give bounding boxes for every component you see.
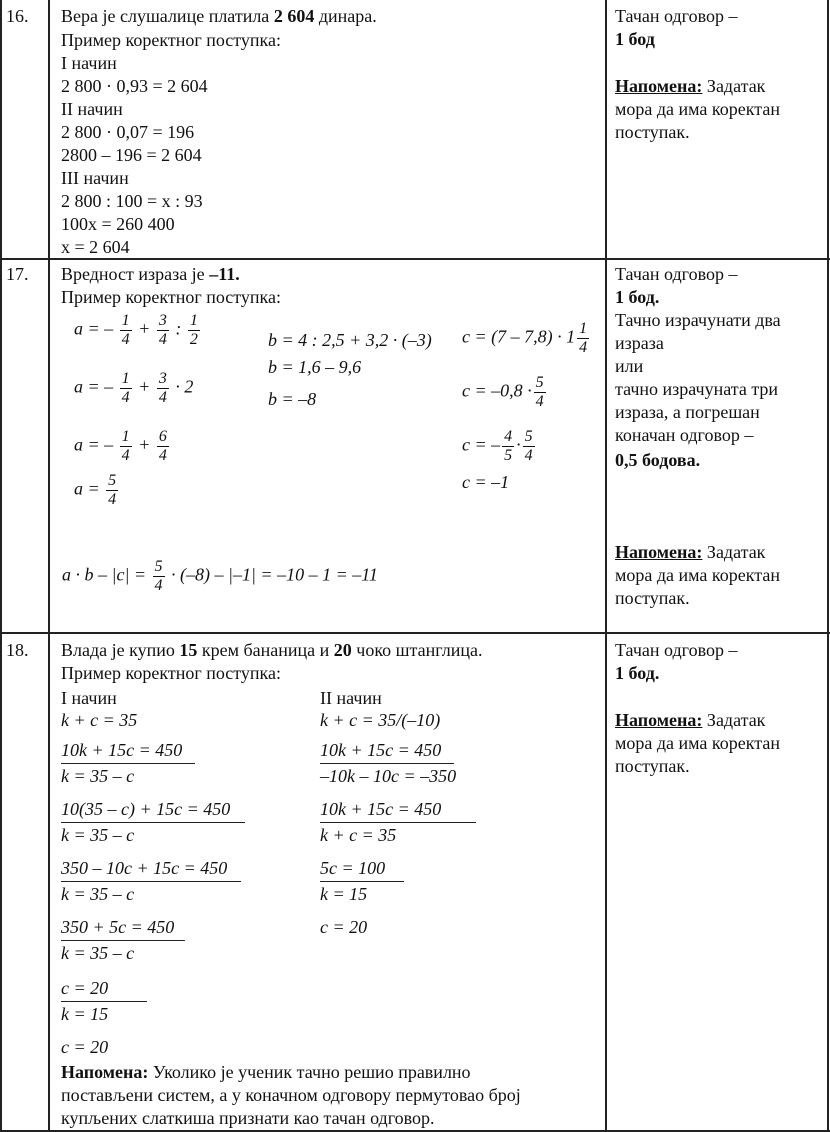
equation-line: k = 35 – c — [61, 884, 135, 904]
score-value: 1 бод. — [615, 663, 660, 683]
expression-a-result: a = $\frac{5}{4}$ — [74, 472, 117, 508]
system-bar — [61, 763, 195, 764]
expression-c-step2: c = –0,8 · $\frac{5}{4}$ — [462, 374, 544, 410]
partial-score-line: израза — [615, 333, 664, 353]
partial-score-line: коначан одговор – — [615, 425, 754, 445]
score-note: Напомена: Задатак — [615, 76, 766, 96]
equation-line: 5c = 100 — [320, 858, 386, 878]
partial-score-line: или — [615, 356, 644, 376]
task-number: 17. — [6, 264, 29, 284]
expression-a-step3: a = – $\frac{1}{4}$ + $\frac{6}{4}$ — [74, 428, 167, 464]
answer-line: Влада је купио 15 крем бананица и 20 чоко штанглица. — [61, 640, 483, 660]
calculation-line: 2800 – 196 = 2 604 — [61, 145, 202, 165]
system-bar — [320, 763, 454, 764]
answer-line: Вредност израза је –11. — [61, 264, 240, 284]
equation-line: 350 + 5c = 450 — [61, 917, 175, 937]
system-bar — [61, 822, 245, 823]
answer-line: Вера је слушалице платила 2 604 динара. — [61, 6, 377, 26]
method-label: II начин — [61, 99, 123, 119]
expression-a-step1: a = – $\frac{1}{4}$ + $\frac{3}{4}$ : $\frac{1}{2}$ — [74, 312, 198, 348]
method-label: I начин — [61, 53, 117, 73]
equation-line: –10k – 10c = –350 — [320, 766, 457, 786]
task-note-line: постављени систем, а у коначном одговору пермутовао број — [61, 1085, 521, 1105]
task-note-line: купљених слаткиша признати као тачан одговор. — [61, 1108, 435, 1128]
equation-line: k = 15 — [61, 1004, 109, 1024]
score-value: 1 бод — [615, 29, 655, 49]
equation-line: k + c = 35 — [61, 710, 138, 730]
score-note: Напомена: Задатак — [615, 542, 766, 562]
equation-line: k + c = 35/(–10) — [320, 710, 441, 730]
calculation-line: x = 2 604 — [61, 237, 130, 257]
score-note-line: поступак. — [615, 588, 690, 608]
example-label: Пример коректног поступка: — [61, 287, 282, 307]
table-row — [0, 258, 830, 634]
equation-line: c = 20 — [320, 917, 368, 937]
partial-score-line: израза, а погрешан — [615, 402, 760, 422]
system-bar — [61, 881, 241, 882]
calculation-line: 100x = 260 400 — [61, 214, 175, 234]
partial-score-line: тачно израчуната три — [615, 379, 779, 399]
calculation-line: 2 800 : 100 = x : 93 — [61, 191, 203, 211]
partial-score-value: 0,5 бодова. — [615, 450, 701, 470]
equation-line: 10(35 – c) + 15c = 450 — [61, 799, 231, 819]
score-note-line: мора да има коректан — [615, 733, 780, 753]
task-number: 16. — [6, 6, 29, 26]
final-expression: a · b – |c| = $\frac{5}{4}$ · (–8) – |–1| = –10 – 1 = –11 — [62, 558, 378, 594]
example-label: Пример коректног поступка: — [61, 30, 282, 50]
score-note-line: поступак. — [615, 756, 690, 776]
system-bar — [320, 822, 476, 823]
score-note: Напомена: Задатак — [615, 710, 766, 730]
expression-c-step1: c = (7 – 7,8) · 1 $\frac{1}{4}$ — [462, 320, 588, 356]
score-note-line: мора да има коректан — [615, 565, 780, 585]
score-title: Тачан одговор – — [615, 6, 738, 26]
task-note: Напомена: Уколико је ученик тачно решио правилно — [61, 1062, 471, 1082]
equation-line: 10k + 15c = 450 — [320, 740, 442, 760]
score-note-line: поступак. — [615, 122, 690, 142]
task-number: 18. — [6, 640, 29, 660]
equation-line: 350 – 10c + 15c = 450 — [61, 858, 228, 878]
calculation-line: 2 800 · 0,07 = 196 — [61, 122, 195, 142]
expression-b-step1: b = 4 : 2,5 + 3,2 · (–3) — [268, 330, 432, 350]
score-title: Тачан одговор – — [615, 264, 738, 284]
equation-line: c = 20 — [61, 978, 109, 998]
method-label: II начин — [320, 688, 382, 708]
calculation-line: 2 800 · 0,93 = 2 604 — [61, 76, 208, 96]
method-label: III начин — [61, 168, 129, 188]
expression-a-step2: a = – $\frac{1}{4}$ + $\frac{3}{4}$ · 2 — [74, 370, 194, 406]
score-title: Тачан одговор – — [615, 640, 738, 660]
equation-line: k = 35 – c — [61, 766, 135, 786]
expression-c-result: c = –1 — [462, 472, 510, 492]
equation-line: k = 35 – c — [61, 943, 135, 963]
expression-c-step3: c = – $\frac{4}{5}$ · $\frac{5}{4}$ — [462, 428, 533, 464]
system-bar — [61, 940, 185, 941]
equation-line: k + c = 35 — [320, 825, 397, 845]
table-row — [0, 632, 830, 1132]
expression-b-step2: b = 1,6 – 9,6 — [268, 357, 362, 377]
score-note-line: мора да има коректан — [615, 99, 780, 119]
equation-line: 10k + 15c = 450 — [320, 799, 442, 819]
equation-line: 10k + 15c = 450 — [61, 740, 183, 760]
system-bar — [61, 1001, 147, 1002]
example-label: Пример коректног поступка: — [61, 663, 282, 683]
method-label: I начин — [61, 688, 117, 708]
partial-score-line: Тачно израчунати два — [615, 310, 781, 330]
table-row — [0, 0, 830, 260]
expression-b-result: b = –8 — [268, 389, 317, 409]
score-value: 1 бод. — [615, 287, 660, 307]
equation-line: k = 15 — [320, 884, 368, 904]
equation-line: k = 35 – c — [61, 825, 135, 845]
equation-line: c = 20 — [61, 1037, 109, 1057]
system-bar — [320, 881, 404, 882]
